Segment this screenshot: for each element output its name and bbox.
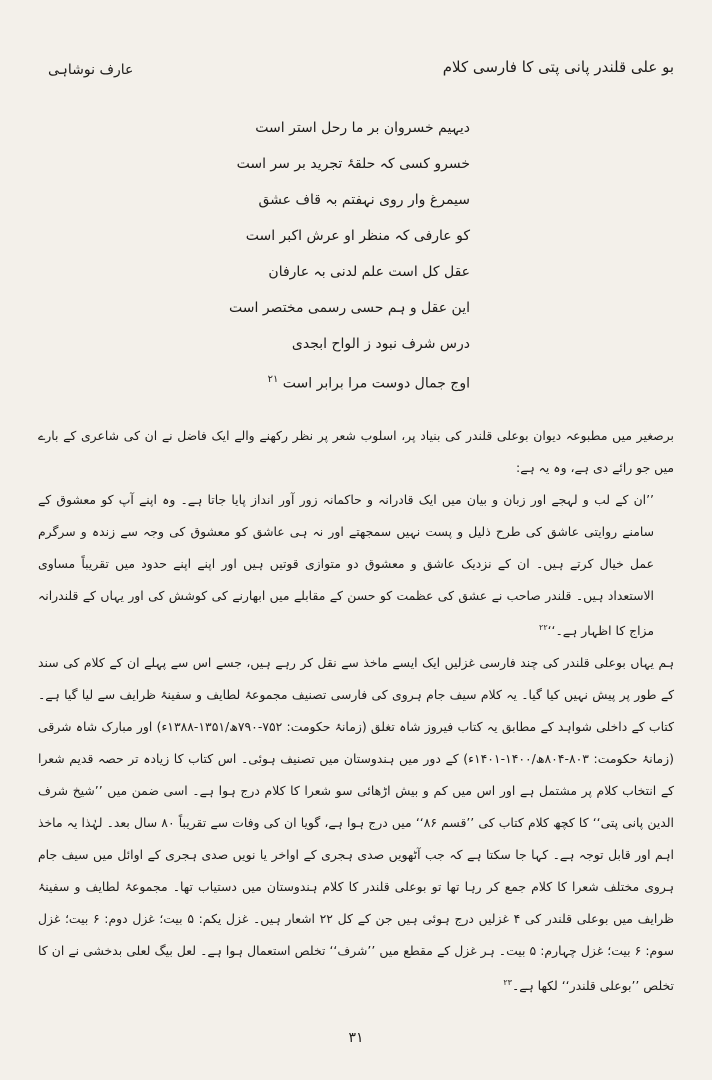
poem-verse: درس شرف نبود ز الواح ابجدی — [291, 336, 470, 352]
poem-verse-text: اوج جمال دوست مرا برابر است — [282, 375, 470, 392]
poem-verse: این عقل و ہم حسی رسمی مختصر است — [229, 300, 470, 316]
footnote-marker: ۲۲ — [539, 623, 548, 632]
poem-verse: خسرو کسی کہ حلقۂ تجرید بر سر است — [236, 156, 470, 172]
poem-verse: دیہیم خسروان بر ما رحل استر است — [255, 120, 470, 136]
running-header-title: بو علی قلندر پانی پتی کا فارسی کلام — [442, 58, 674, 76]
quotation-paragraph — [38, 484, 674, 647]
running-header-author: عارف نوشاہی — [48, 62, 134, 78]
footnote-marker: ۲۱ — [267, 374, 279, 385]
prose-body — [38, 420, 674, 1002]
poem-verse: کو عارفی کہ منظر او عرش اکبر است — [245, 228, 470, 244]
page-number: ۳۱ — [348, 1030, 364, 1046]
poem-block — [230, 110, 470, 398]
poem-verse: عقل کل است علم لدنی بہ عارفان — [268, 264, 470, 280]
poem-verse: سیمرغ وار روی نہفتم بہ قاف عشق — [258, 192, 470, 208]
paragraph-main — [38, 647, 674, 1002]
paragraph-main-text: ہم یہاں بوعلی قلندر کی چند فارسی غزلیں ایک ایسے ماخذ سے نقل کر رہے ہیں، جسے اس سے پہلے ان کے کلام کی سند کے طور پر پیش نہیں کیا گیا۔ یہ کلام سیف جام ہروی کی فارسی تصنیف مجموعۂ لطایف و سفینۂ ظرایف سے لیا گیا ہے۔ کتاب کے داخلی شواہد کے مطابق یہ کتاب فیروز شاہ تغلق (زمانۂ حکومت: ۷۵۲-۷۹۰ھ/۱۳۵۱-۱۳۸۸ء) اور مبارک شاہ شرقی (زمانۂ حکومت: ۸۰۳-۸۰۴ھ/۱۴۰۰-۱۴۰۱ء) کے دور میں ہندوستان میں تصنیف ہوئی۔ اس کتاب کا زیادہ تر حصہ قدیم شعرا کے انتخاب کلام پر مشتمل ہے اور اس میں کم و بیش اڑھائی سو شعرا کا کلام درج ہوا ہے۔ اسی ضمن میں ’’شیخ شرف الدین پانی پتی‘‘ کا کچھ کلام کتاب کی ’’قسم ۸۶‘‘ میں درج ہوا ہے، گویا ان کی وفات سے تقریباً ۸۰ سال بعد۔ لہٰذا یہ ماخذ اہم اور قابل توجہ ہے۔ کہا جا سکتا ہے کہ جب آٹھویں صدی ہجری کے اواخر یا نویں صدی ہجری کے اوائل میں سیف جام ہروی مختلف شعرا کا کلام جمع کر رہا تھا تو بوعلی قلندر کا کلام ہندوستان میں دستیاب تھا۔ مجموعۂ لطایف و سفینۂ ظرایف میں بوعلی قلندر کی ۴ غزلیں درج ہوئی ہیں جن کے کل ۲۲ اشعار ہیں۔ غزل یکم: ۵ بیت؛ غزل دوم: ۶ بیت؛ غزل سوم: ۶ بیت؛ غزل چہارم: ۵ بیت۔ ہر غزل کے مقطع میں ’’شرف‘‘ تخلص استعمال ہوا ہے۔ لعل بیگ لعلی بدخشی نے ان کا تخلص ’’بوعلی قلندر‘‘ لکھا ہے۔ — [38, 655, 675, 994]
poem-verse-last — [230, 362, 470, 398]
footnote-marker: ۲۳ — [503, 978, 512, 988]
paragraph-intro: برصغیر میں مطبوعہ دیوان بوعلی قلندر کی بنیاد پر، اسلوب شعر پر نظر رکھنے والے ایک فاضل نے ان کی شاعری کے بارے میں جو رائے دی ہے، وہ یہ ہے: — [38, 428, 674, 475]
quotation-text: ’’ان کے لب و لہجے اور زبان و بیان میں ایک قادرانہ و حاکمانہ زور آور انداز پایا جاتا ہے۔ وہ اپنے آپ کو معشوق کے سامنے روایتی عاشق کی طرح ذلیل و پست نہیں سمجھتے اور نہ ہی عاشق کو معشوق کی وجہ سے زندہ و سرگرم عمل خیال کرتے ہیں۔ ان کے نزدیک عاشق و معشوق دو متوازی قوتیں ہیں اور اپنے اپنے حدود میں تقریباً مساوی الاستعداد ہیں۔ قلندر صاحب نے عشق کی عظمت کو حسن کے مقابلے میں ابھارنے کی کوشش کی اور یہاں کے قلندرانہ مزاج کا اظہار ہے۔‘‘ — [38, 492, 654, 639]
